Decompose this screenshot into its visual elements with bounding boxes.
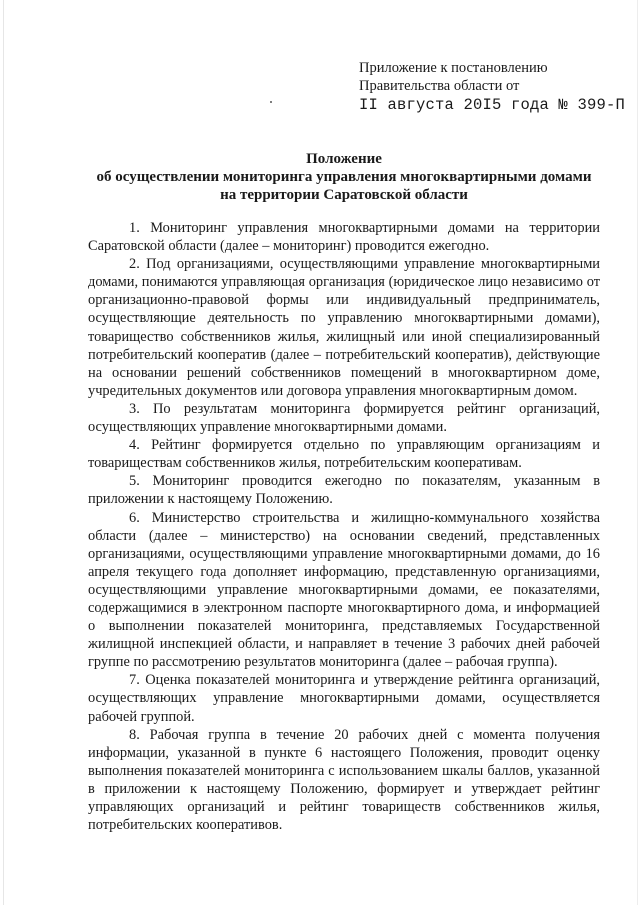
- scan-edge-right: [637, 0, 638, 905]
- document-body: [88, 219, 600, 834]
- appendix-line-2: Правительства области от: [359, 78, 520, 94]
- appendix-date-number: II августа 20I5 года № 399-П: [359, 96, 626, 114]
- paragraph-4: 4. Рейтинг формируется отдельно по управляющим организациям и товариществам собственников жилья, потребительским кооперативам.: [88, 437, 600, 472]
- paragraph-7: 7. Оценка показателей мониторинга и утверждение рейтинга организаций, осуществляющих управление многоквартирными домами, осуществляется рабочей группой.: [88, 672, 600, 725]
- scan-speck: [270, 101, 272, 103]
- appendix-header: [359, 59, 629, 114]
- appendix-line-1: Приложение к постановлению: [359, 60, 548, 76]
- title-line-1: Положение: [306, 151, 382, 167]
- paragraph-6: 6. Министерство строительства и жилищно-коммунального хозяйства области (далее – министерство) на основании сведений, представленных организациями, осуществляющими управление многоквартирными домами, до 16 апреля текущего года дополняет информацию, представленную организациями, осуществляющими управление многоквартирными домами, ее показателями, содержащимися в электронном паспорте многоквартирного дома, и информацией о выполнении показателей мониторинга, представляемых Государственной жилищной инспекцией области, и направляет в течение 3 рабочих дней рабочей группе по рассмотрению результатов мониторинга (далее – рабочая группа).: [88, 509, 600, 671]
- document-title: [88, 150, 600, 204]
- paragraph-5: 5. Мониторинг проводится ежегодно по показателям, указанным в приложении к настоящему Положению.: [88, 473, 600, 508]
- scan-edge-left: [3, 0, 4, 905]
- paragraph-3: 3. По результатам мониторинга формируется рейтинг организаций, осуществляющих управление многоквартирными домами.: [88, 400, 600, 436]
- paragraph-2: 2. Под организациями, осуществляющими управление многоквартирными домами, понимаются управляющая организация (юридическое лицо независимо от организационно-правовой формы или индивидуальный предприниматель, осуществляющие деятельность по управлению многоквартирными домами), товарищество собственников жилья, жилищный или иной специализированный потребительский кооператив (далее – потребительский кооператив), действующие на основании решений собственников помещений в многоквартирном доме, учредительных документов или договора управления многоквартирным домом.: [88, 256, 600, 399]
- paragraph-1: 1. Мониторинг управления многоквартирными домами на территории Саратовской области (далее – мониторинг) проводится ежегодно.: [88, 220, 600, 255]
- title-line-3: на территории Саратовской области: [220, 187, 468, 203]
- paragraph-8: 8. Рабочая группа в течение 20 рабочих дней с момента получения информации, указанной в пункте 6 настоящего Положения, проводит оценку выполнения показателей мониторинга с использованием шкалы баллов, указанной в приложении к настоящему Положению, формирует и утверждает рейтинг управляющих организаций и рейтинг товариществ собственников жилья, потребительских кооперативов.: [88, 726, 600, 834]
- title-line-2: об осуществлении мониторинга управления многоквартирными домами: [96, 169, 592, 185]
